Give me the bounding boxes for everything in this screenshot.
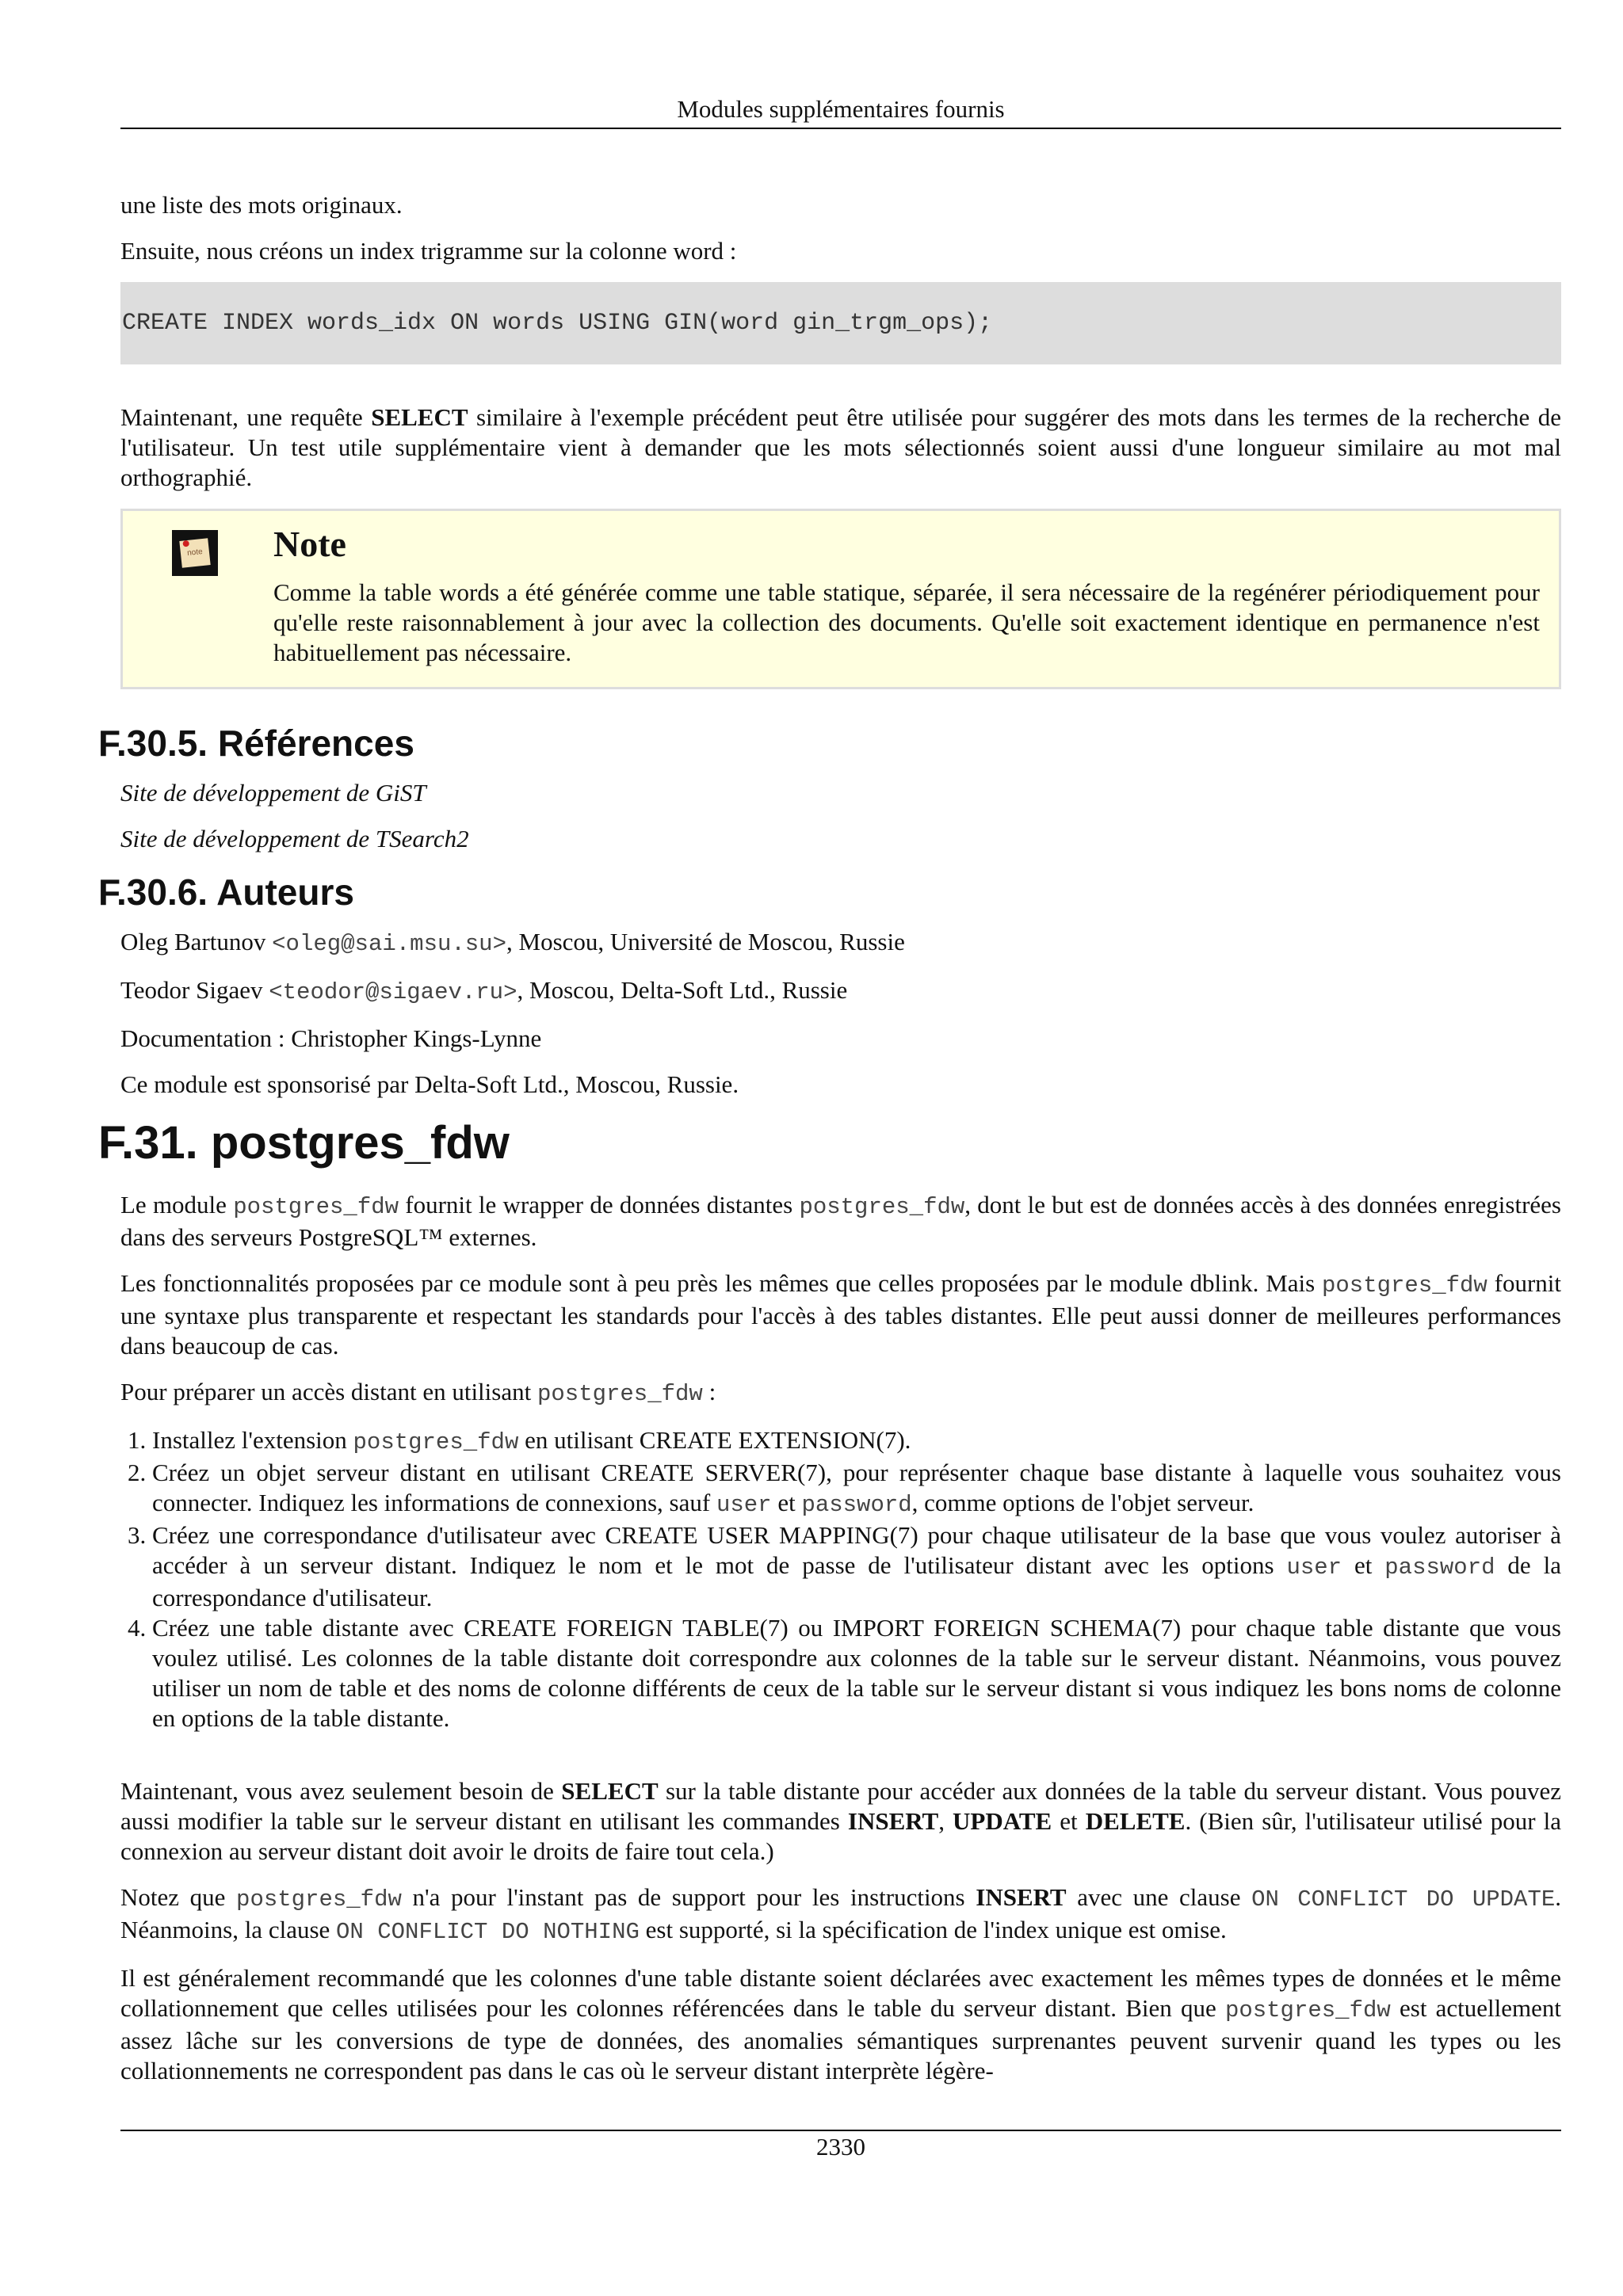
code: postgres_fdw xyxy=(799,1194,965,1220)
text: et xyxy=(1052,1807,1086,1835)
text: sur la table distante pour accéder aux données de la table du serveur distant. Vous pouvez aussi modifier la table sur le serveur distant en utilisant les commandes xyxy=(120,1777,1561,1835)
page-content xyxy=(98,190,1562,2102)
keyword: SELECT xyxy=(561,1777,659,1805)
text: n'a pour l'instant pas de support pour les instructions xyxy=(401,1883,976,1911)
documentation-credit: Documentation : Christopher Kings-Lynne xyxy=(120,1024,542,1052)
text: fournit le wrapper de données distantes xyxy=(399,1191,800,1219)
fdw-paragraph-5 xyxy=(120,1882,1561,1947)
author-oleg xyxy=(120,927,1561,959)
text: Maintenant, vous avez seulement besoin de xyxy=(120,1777,562,1805)
text: Créez une table distante avec CREATE FOREIGN TABLE(7) ou IMPORT FOREIGN SCHEMA(7) pour chaque table distante que vous voulez utilisé. Les colonnes de la table distante doit correspondre aux colonnes de la table sur le serveur distant. Néanmoins, vous pouvez utiliser un nom de table et des noms de colonne différents de ceux de la table sur le serveur distant si vous indiquez les bons noms de colonne en options de la table distante. xyxy=(152,1614,1561,1732)
code: postgres_fdw xyxy=(1322,1272,1487,1299)
author-teodor xyxy=(120,975,1561,1008)
keyword: INSERT xyxy=(847,1807,939,1835)
fdw-paragraph-6 xyxy=(120,1963,1561,2086)
note-box xyxy=(120,509,1561,689)
code: postgres_fdw xyxy=(1224,1997,1391,2023)
text: , dont le but est de données accès à des données enregistrées dans des serveurs PostgreSQL™ externes. xyxy=(120,1191,1561,1251)
fdw-paragraph-1 xyxy=(120,1190,1561,1253)
text: : xyxy=(702,1378,716,1405)
header-rule xyxy=(120,128,1561,129)
text: fournit une syntaxe plus transparente et respectant les standards pour l'accès à des tables distantes. Elle peut aussi donner de meilleures performances dans beaucoup de cas. xyxy=(120,1269,1561,1360)
text: , Moscou, Delta-Soft Ltd., Russie xyxy=(517,976,848,1004)
intro-paragraph xyxy=(120,402,1561,493)
text: Pour préparer un accès distant en utilisant xyxy=(120,1378,537,1405)
code: password xyxy=(801,1492,912,1518)
list-item xyxy=(152,1613,1561,1733)
note-icon xyxy=(172,530,218,576)
text: est actuellement assez lâche sur les conversions de type de données, des anomalies sémantiques surprenantes peuvent survenir quand les types ou les collationnements ne correspondent pas dans le cas où le serveur distant interprète légère- xyxy=(120,1994,1561,2084)
text: similaire à l'exemple précédent peut être utilisée pour suggérer des mots dans les termes de la recherche de l'utilisateur. Un test utile supplémentaire vient à demander que les mots sélectionnés soient aussi d'une longueur similaire au mot mal orthographié. xyxy=(120,403,1561,491)
code: ON CONFLICT DO UPDATE xyxy=(1251,1886,1556,1913)
text: en utilisant CREATE EXTENSION(7). xyxy=(518,1426,911,1454)
code: ON CONFLICT DO NOTHING xyxy=(336,1919,640,1945)
code: postgres_fdw xyxy=(236,1886,402,1913)
list-item xyxy=(152,1458,1561,1520)
fdw-paragraph-4 xyxy=(120,1776,1561,1867)
text: Teodor Sigaev xyxy=(120,976,269,1004)
fdw-paragraph-3 xyxy=(120,1377,1561,1409)
code: postgres_fdw xyxy=(233,1194,399,1220)
list-item xyxy=(152,1520,1561,1613)
code: password xyxy=(1384,1554,1495,1581)
chapter-heading-postgres-fdw: F.31. postgres_fdw xyxy=(98,1117,510,1169)
code: user xyxy=(1286,1554,1342,1581)
text: , Moscou, Université de Moscou, Russie xyxy=(506,928,905,955)
keyword: UPDATE xyxy=(953,1807,1052,1835)
code: postgres_fdw xyxy=(353,1429,519,1455)
text: est supporté, si la spécification de l'index unique est omise. xyxy=(639,1916,1227,1943)
note-title: Note xyxy=(273,524,346,564)
text: Oleg Bartunov xyxy=(120,928,273,955)
section-heading-references: F.30.5. Références xyxy=(98,723,414,764)
text: Il est généralement recommandé que les colonnes d'une table distante soient déclarées avec exactement les mêmes types de données et le même collationnement que celles utilisées pour les colonnes référencées dans le table du serveur distant. Bien que xyxy=(120,1964,1561,2022)
list-item xyxy=(152,1425,1561,1458)
sponsor-credit: Ce module est sponsorisé par Delta-Soft Ltd., Moscou, Russie. xyxy=(120,1070,739,1098)
text: avec une clause xyxy=(1066,1883,1252,1911)
page-number: 2330 xyxy=(816,2133,865,2161)
keyword: INSERT xyxy=(976,1883,1067,1911)
text: et xyxy=(1342,1551,1385,1579)
code: postgres_fdw xyxy=(537,1381,703,1407)
page-header: Modules supplémentaires fournis xyxy=(677,95,1005,123)
section-heading-authors: F.30.6. Auteurs xyxy=(98,871,354,913)
intro-line-1: une liste des mots originaux. xyxy=(120,191,403,219)
code-block: CREATE INDEX words_idx ON words USING GIN(word gin_trgm_ops); xyxy=(120,282,1561,364)
text: . Néanmoins, la clause xyxy=(120,1883,1561,1943)
intro-line-2: Ensuite, nous créons un index trigramme sur la colonne word : xyxy=(120,237,737,265)
email-link[interactable]: <teodor@sigaev.ru> xyxy=(269,979,517,1005)
text: Notez que xyxy=(120,1883,237,1911)
keyword: SELECT xyxy=(371,403,468,431)
text: Maintenant, une requête xyxy=(120,403,372,431)
reference-link-tsearch2[interactable]: Site de développement de TSearch2 xyxy=(120,825,469,852)
reference-link-gist[interactable]: Site de développement de GiST xyxy=(120,779,426,807)
text: Installez l'extension xyxy=(152,1426,353,1454)
code: user xyxy=(716,1492,772,1518)
text: . (Bien sûr, l'utilisateur utilisé pour la connexion au serveur distant doit avoir le droits de faire tout cela.) xyxy=(120,1807,1562,1865)
note-icon-label: note xyxy=(186,547,204,558)
text: , comme options de l'objet serveur. xyxy=(911,1489,1254,1516)
text: , xyxy=(938,1807,953,1835)
fdw-paragraph-2 xyxy=(120,1268,1561,1361)
keyword: DELETE xyxy=(1085,1807,1186,1835)
email-link[interactable]: <oleg@sai.msu.su> xyxy=(272,931,506,957)
text: et xyxy=(771,1489,802,1516)
text: Les fonctionnalités proposées par ce module sont à peu près les mêmes que celles proposées par le module dblink. Mais xyxy=(120,1269,1322,1297)
text: de la correspondance d'utilisateur. xyxy=(152,1551,1561,1611)
text: Créez une correspondance d'utilisateur avec CREATE USER MAPPING(7) pour chaque utilisateur de la base que vous voulez autoriser à accéder à un serveur distant. Indiquez le nom et le mot de passe de l'utilisateur distant avec les options xyxy=(152,1521,1561,1579)
setup-steps-list xyxy=(120,1425,1561,1733)
text: Le module xyxy=(120,1191,234,1219)
note-text: Comme la table words a été générée comme une table statique, séparée, il sera nécessaire de la regénérer périodiquement pour qu'elle reste raisonnablement à jour avec la collection des documents. Qu'elle soit exactement identique en permanence n'est habituellement pas nécessaire. xyxy=(273,578,1540,666)
text: Créez un objet serveur distant en utilisant CREATE SERVER(7), pour représenter chaque base distante à laquelle vous souhaitez vous connecter. Indiquez les informations de connexions, sauf xyxy=(152,1459,1561,1516)
